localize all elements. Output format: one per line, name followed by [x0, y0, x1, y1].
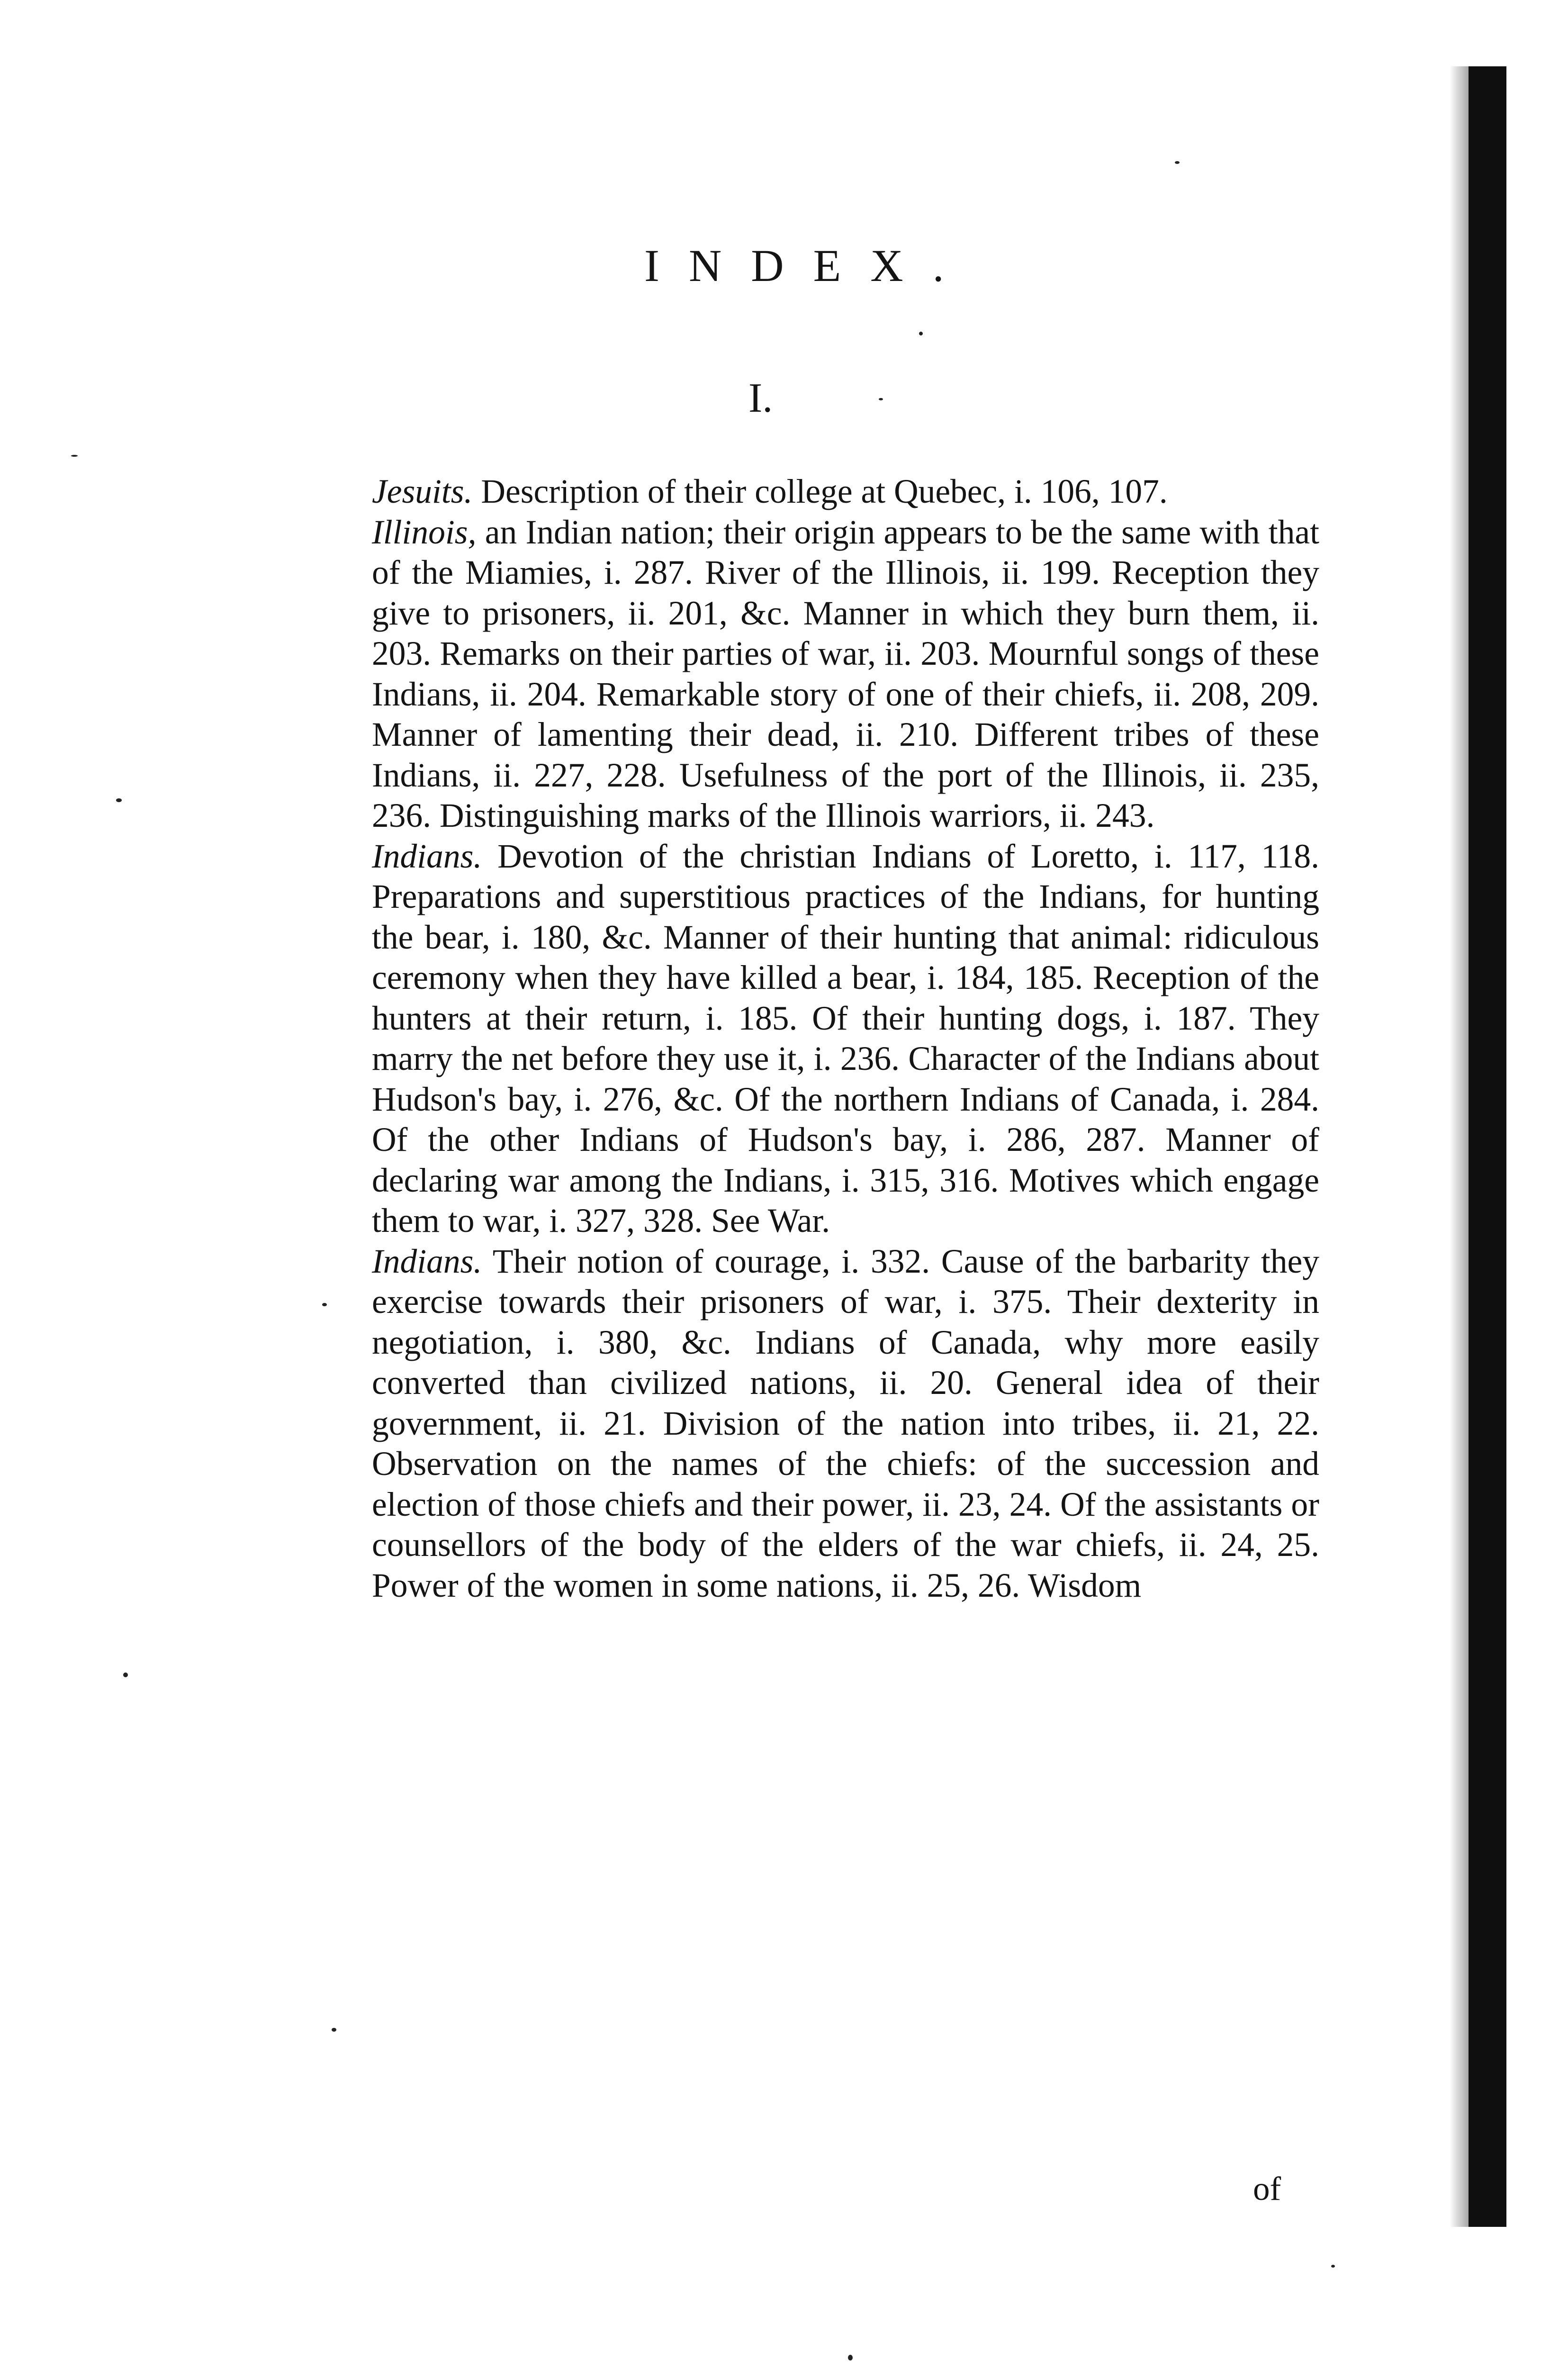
- section-letter: I.: [748, 375, 773, 421]
- entry-text: Their notion of courage, i. 332. Cause of the barbarity they exercise towards their prisoners of war, i. 375. Their dexterity in negotiation, i. 380, &c. Indians of Canada, why more easily converted than civilized nations, ii. 20. General idea of their government, ii. 21. Division of the nation into tribes, ii. 21, 22. Observation on the names of the chiefs: of the succession and election of those chiefs and their power, ii. 23, 24. Of the assistants or counsellors of the body of the elders of the war chiefs, ii. 24, 25. Power of the women in some nations, ii. 25, 26. Wisdom: [372, 1242, 1319, 1604]
- index-entry: [372, 512, 1319, 836]
- scan-speck: [1331, 2265, 1335, 2268]
- scan-speck: [1175, 161, 1180, 164]
- entry-heading: Illinois,: [372, 513, 477, 551]
- scan-speck: [332, 2028, 336, 2032]
- page-binding-edge: [1469, 66, 1506, 2227]
- scan-speck: [322, 1303, 327, 1306]
- scan-speck: [123, 1673, 128, 1677]
- scan-speck: [71, 455, 78, 457]
- scan-speck: [879, 398, 883, 400]
- entry-heading: Indians.: [372, 1242, 482, 1280]
- entry-text: Devotion of the christian Indians of Loretto, i. 117, 118. Preparations and superstitious practices of the Indians, for hunting the bear, i. 180, &c. Manner of their hunting that animal: ridiculous ceremony when they have killed a bear, i. 184, 185. Reception of the hunters at their return, i. 185. Of their hunting dogs, i. 187. They marry the net before they use it, i. 236. Character of the Indians about Hudson's bay, i. 276, &c. Of the northern Indians of Canada, i. 284. Of the other Indians of Hudson's bay, i. 286, 287. Manner of declaring war among the Indians, i. 315, 316. Motives which engage them to war, i. 327, 328. See War.: [372, 837, 1320, 1239]
- running-head: INDEX.: [644, 240, 973, 291]
- scan-speck: [848, 2355, 853, 2360]
- index-entry: [372, 1241, 1319, 1606]
- entry-heading: Indians.: [372, 837, 482, 875]
- entry-heading: Jesuits.: [372, 473, 473, 510]
- entry-text: an Indian nation; their origin appears to be the same with that of the Miamies, i. 287. River of the Illinois, ii. 199. Reception they give to prisoners, ii. 201, &c. Manner in which they burn them, ii. 203. Remarks on their parties of war, ii. 203. Mournful songs of these Indians, ii. 204. Remarkable story of one of their chiefs, ii. 208, 209. Manner of lamenting their dead, ii. 210. Different tribes of these Indians, ii. 227, 228. Usefulness of the port of the Illinois, ii. 235, 236. Distinguishing marks of the Illinois warriors, ii. 243.: [372, 513, 1319, 834]
- index-entries: [372, 471, 1319, 1606]
- entry-text: Description of their college at Quebec, i. 106, 107.: [481, 473, 1168, 510]
- index-entry: [372, 471, 1319, 512]
- index-entry: [372, 836, 1319, 1241]
- catchword: of: [1253, 2170, 1281, 2207]
- scan-speck: [919, 332, 923, 335]
- page-edge-shadow: [1450, 66, 1469, 2227]
- scan-speck: [116, 798, 122, 802]
